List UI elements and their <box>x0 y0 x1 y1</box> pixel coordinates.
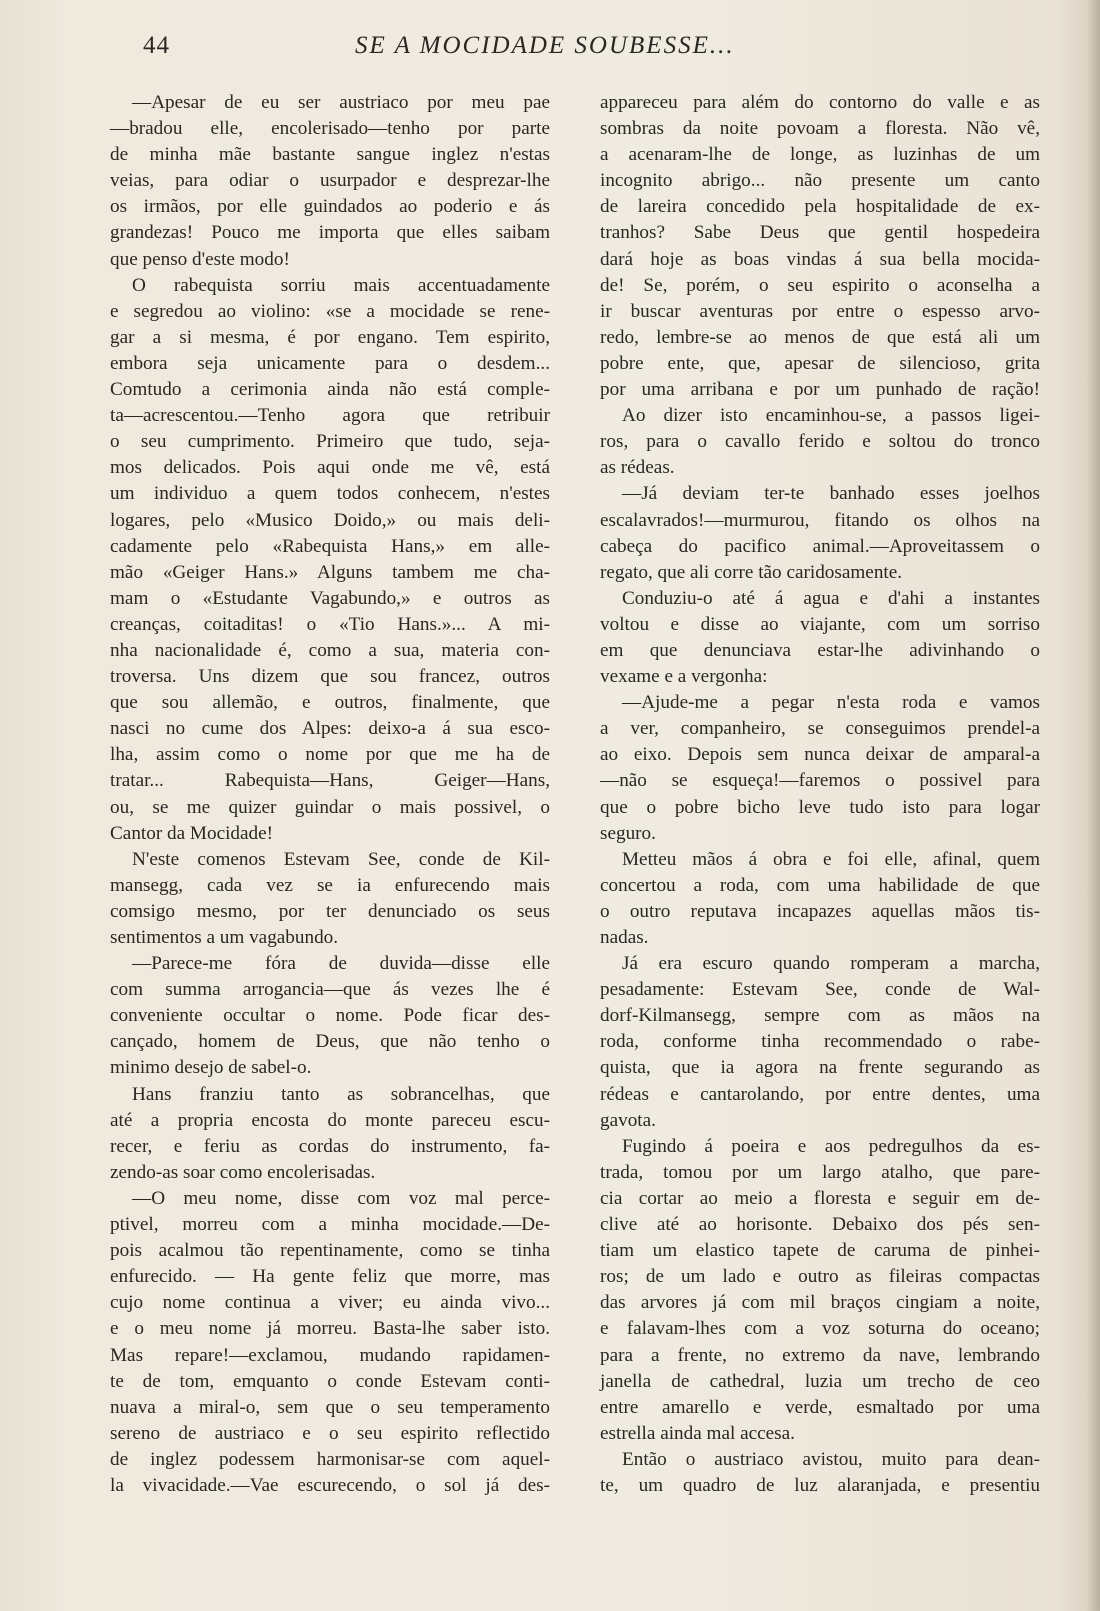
text-line: dará hoje as boas vindas á sua bella mocida- <box>600 248 1040 270</box>
text-line: Ao dizer isto encaminhou-se, a passos ligei- <box>622 405 1040 427</box>
text-line: escalavrados!—murmurou, fitando os olhos na <box>600 509 1040 531</box>
text-line: sereno de austriaco e o seu espirito reflectido <box>110 1422 550 1444</box>
text-line: rédeas e cantarolando, por entre dentes, uma <box>600 1083 1040 1105</box>
text-line: conveniente occultar o nome. Pode ficar des- <box>110 1005 550 1027</box>
text-line: de inglez podessem harmonisar-se com aquel- <box>110 1448 550 1470</box>
text-line: comsigo mesmo, por ter denunciado os seus <box>110 900 550 922</box>
text-line: recer, e feriu as cordas do instrumento, fa- <box>110 1135 550 1157</box>
text-line: logares, pelo «Musico Doido,» ou mais deli- <box>110 509 550 531</box>
text-line: ros, para o cavallo ferido e soltou do tronco <box>600 431 1040 453</box>
page-edge-shadow <box>1086 0 1100 1611</box>
text-line: Mas repare!—exclamou, mudando rapidamen- <box>110 1344 550 1366</box>
text-line: Conduziu-o até á agua e d'ahi a instantes <box>622 587 1040 609</box>
text-line: enfurecido. — Ha gente feliz que morre, mas <box>110 1266 550 1288</box>
text-line: de minha mãe bastante sangue inglez n'estas <box>110 144 550 166</box>
text-line: Já era escuro quando romperam a marcha, <box>622 953 1040 975</box>
text-line: te, um quadro de luz alaranjada, e presentiu <box>600 1474 1040 1496</box>
text-line: voltou e disse ao viajante, com um sorriso <box>600 613 1040 635</box>
text-line: concertou a roda, com uma habilidade de que <box>600 874 1040 896</box>
text-line: por uma arribana e por um punhado de ração! <box>600 379 1040 401</box>
text-line: Fugindo á poeira e aos pedregulhos da es- <box>622 1135 1040 1157</box>
text-line: —Já deviam ter-te banhado esses joelhos <box>622 483 1040 505</box>
text-line: nuava a miral-o, sem que o seu temperamento <box>110 1396 550 1418</box>
text-line: —não se esqueça!—faremos o possivel para <box>600 770 1040 792</box>
text-line: tranhos? Sabe Deus que gentil hospedeira <box>600 222 1040 244</box>
text-line: —O meu nome, disse com voz mal perce- <box>132 1187 550 1209</box>
text-line: tratar... Rabequista—Hans, Geiger—Hans, <box>110 770 550 792</box>
text-line: sentimentos a um vagabundo. <box>110 927 339 948</box>
text-line: as rédeas. <box>600 457 675 479</box>
text-line: que o pobre bicho leve tudo isto para logar <box>600 796 1040 818</box>
text-column-right <box>600 90 1040 1499</box>
text-line: Então o austriaco avistou, muito para dean- <box>622 1448 1040 1470</box>
text-line: cabeça do pacifico animal.—Aproveitassem o <box>600 535 1040 557</box>
text-line: os irmãos, por elle guindados ao poderio e ás <box>110 196 550 218</box>
text-line: a acenaram-lhe de longe, as luzinhas de um <box>600 144 1040 166</box>
text-line: ou, se me quizer guindar o mais possivel, o <box>110 796 550 818</box>
text-line: gar a si mesma, é por engano. Tem espirito, <box>110 326 550 348</box>
text-line: incognito abrigo... não presente um canto <box>600 170 1040 192</box>
text-line: nha nacionalidade é, como a sua, materia con- <box>110 639 550 661</box>
text-line: pois acalmou tão repentinamente, como se tinha <box>110 1240 550 1262</box>
text-line: embora seja unicamente para o desdem... <box>110 352 550 374</box>
text-line: estrella ainda mal accesa. <box>600 1422 795 1444</box>
text-line: clive até ao horisonte. Debaixo dos pés sen- <box>600 1214 1040 1236</box>
text-line: dorf-Kilmansegg, sempre com as mãos na <box>600 1005 1040 1027</box>
text-line: ptivel, morreu com a minha mocidade.—De- <box>110 1214 550 1236</box>
text-line: mão «Geiger Hans.» Alguns tambem me cha- <box>110 561 550 583</box>
text-line: mos delicados. Pois aqui onde me vê, está <box>110 457 550 479</box>
text-line: pesadamente: Estevam See, conde de Wal- <box>600 979 1040 1001</box>
text-line: trada, tomou por um largo atalho, que pare- <box>600 1161 1040 1183</box>
text-line: mansegg, cada vez se ia enfurecendo mais <box>110 874 550 896</box>
text-line: janella de cathedral, luzia um trecho de ceo <box>600 1370 1040 1392</box>
text-line: cadamente pelo «Rabequista Hans,» em alle- <box>110 535 550 557</box>
text-line: mam o «Estudante Vagabundo,» e outros as <box>110 587 550 609</box>
text-line: zendo-as soar como encolerisadas. <box>110 1161 376 1183</box>
text-line: tiam um elastico tapete de caruma de pinhei- <box>600 1240 1040 1262</box>
text-line: N'este comenos Estevam See, conde de Kil- <box>132 848 550 870</box>
text-line: o seu cumprimento. Primeiro que tudo, seja- <box>110 431 550 453</box>
text-line: ta—acrescentou.—Tenho agora que retribuir <box>110 405 550 427</box>
text-line: cançado, homem de Deus, que não tenho o <box>110 1031 550 1053</box>
text-line: gavota. <box>600 1109 656 1131</box>
text-line: Cantor da Mocidade! <box>110 822 274 844</box>
text-line: o outro reputava incapazes aquellas mãos tis- <box>600 900 1040 922</box>
text-line: quista, que ia agora na frente segurando as <box>600 1057 1040 1079</box>
text-line: Comtudo a cerimonia ainda não está comple- <box>110 379 550 401</box>
text-line: cia cortar ao meio a floresta e seguir em de- <box>600 1187 1040 1209</box>
text-line: te de tom, emquanto o conde Estevam conti- <box>110 1370 550 1392</box>
text-line: de! Se, porém, o seu espirito o aconselha a <box>600 274 1040 296</box>
text-line: nasci no cume dos Alpes: deixo-a á sua esco- <box>110 718 550 740</box>
text-line: creanças, coitaditas! o «Tio Hans.»... A mi- <box>110 613 550 635</box>
text-line: de lareira concedido pela hospitalidade de ex- <box>600 196 1040 218</box>
text-line: regato, que ali corre tão caridosamente. <box>600 561 903 583</box>
text-line: sombras da noite povoam a floresta. Não vê, <box>600 118 1040 140</box>
text-line: ao eixo. Depois sem nunca deixar de amparal-a <box>600 744 1040 766</box>
text-line: nadas. <box>600 927 649 948</box>
text-line: Metteu mãos á obra e foi elle, afinal, quem <box>622 848 1040 870</box>
text-line: e o meu nome já morreu. Basta-lhe saber isto. <box>110 1318 550 1340</box>
text-line: para a frente, no extremo da nave, lembrando <box>600 1344 1040 1366</box>
page-number: 44 <box>143 32 170 59</box>
text-column-left <box>110 90 550 1499</box>
text-line: ir buscar aventuras por entre o espesso arvo- <box>600 300 1040 322</box>
text-line: O rabequista sorriu mais accentuadamente <box>132 274 550 296</box>
text-line: um individuo a quem todos conhecem, n'estes <box>110 483 550 505</box>
text-line: minimo desejo de sabel-o. <box>110 1057 312 1079</box>
text-line: lha, assim como o nome por que me ha de <box>110 744 550 766</box>
text-line: —Apesar de eu ser austriaco por meu pae <box>132 92 550 113</box>
text-line: —Parece-me fóra de duvida—disse elle <box>132 953 550 975</box>
text-line: seguro. <box>600 822 656 844</box>
text-line: ros; de um lado e outro as fileiras compactas <box>600 1266 1040 1288</box>
text-line: cujo nome continua a viver; eu ainda vivo... <box>110 1292 550 1314</box>
text-line: entre amarello e verde, esmaltado por uma <box>600 1396 1040 1418</box>
text-line: redo, lembre-se ao menos de que está ali um <box>600 326 1040 348</box>
text-line: e falavam-lhes com a voz soturna do oceano; <box>600 1318 1040 1340</box>
page-header <box>0 30 1100 66</box>
text-line: la vivacidade.—Vae escurecendo, o sol já des- <box>110 1474 550 1496</box>
running-title: SE A MOCIDADE SOUBESSE... <box>355 32 735 59</box>
text-line: roda, conforme tinha recommendado o rabe- <box>600 1031 1040 1053</box>
text-line: das arvores já com mil braços cingiam a noite, <box>600 1292 1040 1314</box>
text-line: que sou allemão, e outros, finalmente, que <box>110 692 550 714</box>
text-line: em que denunciava estar-lhe adivinhando o <box>600 639 1040 661</box>
text-line: pobre ente, que, apesar de silencioso, grita <box>600 352 1040 374</box>
text-line: —bradou elle, encolerisado—tenho por parte <box>110 118 550 140</box>
text-line: appareceu para além do contorno do valle e as <box>600 92 1040 113</box>
text-line: troversa. Uns dizem que sou francez, outros <box>110 666 550 688</box>
text-line: grandezas! Pouco me importa que elles saibam <box>110 222 550 244</box>
text-line: vexame e a vergonha: <box>600 666 768 688</box>
text-line: —Ajude-me a pegar n'esta roda e vamos <box>622 692 1040 714</box>
text-line: até a propria encosta do monte pareceu escu- <box>110 1109 550 1131</box>
text-line: a ver, companheiro, se conseguimos prendel-a <box>600 718 1040 740</box>
text-line: que penso d'este modo! <box>110 248 290 270</box>
text-line: e segredou ao violino: «se a mocidade se rene- <box>110 300 550 322</box>
text-line: com summa arrogancia—que ás vezes lhe é <box>110 979 550 1001</box>
text-line: Hans franziu tanto as sobrancelhas, que <box>132 1083 550 1105</box>
text-line: veias, para odiar o usurpador e desprezar-lhe <box>110 170 550 192</box>
